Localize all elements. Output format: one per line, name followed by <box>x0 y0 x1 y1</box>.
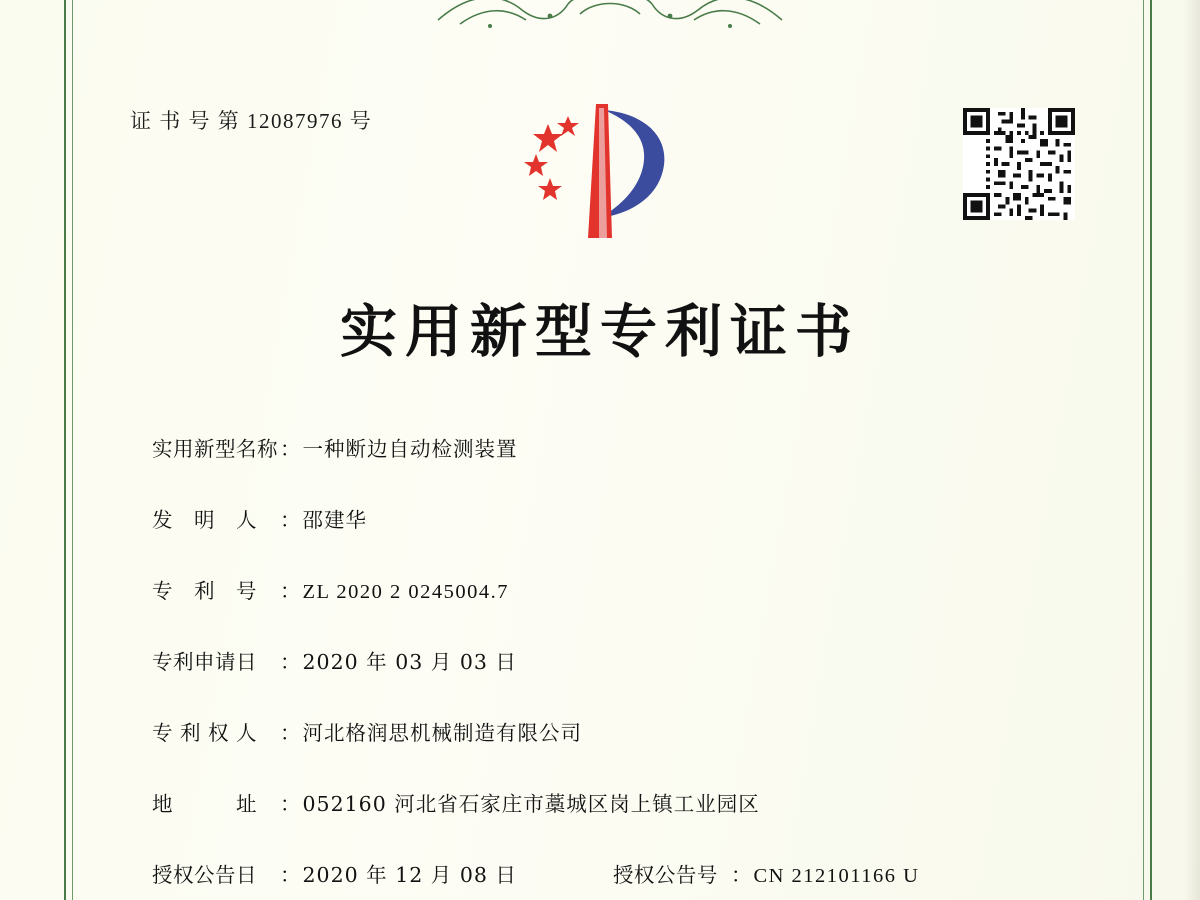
top-ornament <box>430 0 790 30</box>
field-row-address <box>152 787 1052 817</box>
field-label-grant-date: 授权公告日 <box>152 863 257 887</box>
field-colon: ： <box>280 439 301 461</box>
field-colon: ： <box>280 652 301 674</box>
field-colon: ： <box>280 510 301 532</box>
field-row-inventor <box>152 503 1052 533</box>
qr-code-icon <box>963 108 1075 220</box>
field-value-utility-model-name: 一种断边自动检测装置 <box>302 437 518 461</box>
field-row-patentee <box>152 716 1052 746</box>
field-value-grant-date: 2020 年 12 月 08 日 <box>302 863 517 887</box>
field-colon: ： <box>280 794 301 816</box>
field-row-application-date <box>152 645 1052 675</box>
field-value-address: 052160 河北省石家庄市藁城区岗上镇工业园区 <box>302 792 760 816</box>
field-value-patentee: 河北格润思机械制造有限公司 <box>302 721 582 745</box>
field-value-inventor: 邵建华 <box>302 508 367 532</box>
cnipa-emblem-icon <box>500 92 700 242</box>
field-label-patent-number: 专 利 号 <box>152 579 257 603</box>
field-colon: ： <box>730 865 752 887</box>
grant-announcement-number-group <box>613 858 920 888</box>
field-label-inventor: 发 明 人 <box>152 508 257 532</box>
field-label-grant-number: 授权公告号 <box>612 863 718 887</box>
page-title: 实用新型专利证书 <box>340 298 860 365</box>
certificate-number: 证 书 号 第 12087976 号 <box>130 109 373 133</box>
field-row-patent-number <box>152 574 1052 604</box>
field-colon: ： <box>280 581 301 603</box>
field-value-grant-number: CN 212101166 U <box>753 865 920 887</box>
field-value-application-date: 2020 年 03 月 03 日 <box>302 650 517 674</box>
field-colon: ： <box>280 723 301 745</box>
field-label-patentee: 专 利 权 人 <box>152 721 258 745</box>
field-colon: ： <box>280 865 301 887</box>
field-label-application-date: 专利申请日 <box>152 650 257 674</box>
field-row-utility-model-name <box>152 432 1052 462</box>
field-label-utility-model-name: 实用新型名称 <box>152 437 278 461</box>
field-row-grant-announcement <box>152 858 1052 888</box>
certificate-fields <box>152 432 1052 888</box>
field-value-patent-number: ZL 2020 2 0245004.7 <box>302 581 510 603</box>
field-label-address: 地 址 <box>152 792 257 816</box>
page-edge-shadow <box>1184 0 1200 900</box>
